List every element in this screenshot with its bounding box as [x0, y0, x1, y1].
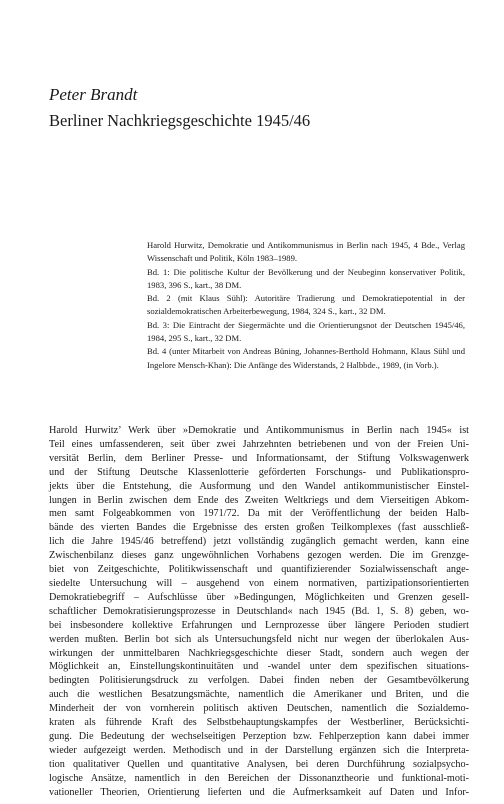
body-line: Teil eines umfassenderen, seit über zwei Jahrzehnten betriebenen und von der Freien Uni-: [49, 438, 469, 450]
reference-entry: Bd. 4 (unter Mitarbeit von Andreas Büning, Johannes-Berthold Hohmann, Klaus Sühl und Ingelore Mensch-Khan): Die Anfänge des Widerstands, 2 Halbbde., 1989, (in Vorb.).: [147, 346, 465, 370]
reference-entry: Bd. 3: Die Eintracht der Siegermächte und die Orientierungsnot der Deutschen 1945/46, 1984, 295 S., kart., 32 DM.: [147, 319, 465, 344]
body-line: biet von Zeitgeschichte, Politikwissenschaft und quantifizierender Sozialwissenschaft ange-: [49, 564, 469, 576]
body-line: wieder aufgezeigt werden. Methodisch und in der Darstellung ergänzen sich die Interpreta-: [49, 744, 469, 756]
body-line: kraten als führende Kraft des Selbstbehauptungskampfes der Westberliner, Berücksichti-: [49, 717, 469, 729]
body-line: lich die Jahre 1945/46 betreffend) jetzt vollständig zugänglich gemacht werden, kann eine: [49, 536, 469, 548]
body-line: lungen in Berlin zwischen dem Ende des Zweiten Weltkriegs und dem Vierseitigen Abkom-: [49, 494, 469, 506]
body-line: schaftlicher Demokratisierungsprozesse in Deutschland« nach 1945 (Bd. 1, S. 8) geben, wo-: [49, 605, 469, 617]
body-line: Harold Hurwitz’ Werk über »Demokratie und Antikommunismus in Berlin nach 1945« ist: [49, 425, 469, 436]
body-line: logische Ansätze, namentlich in den Bereichen der Dissonanztheorie und funktional-moti-: [49, 772, 469, 784]
reference-entry: Bd. 1: Die politische Kultur der Bevölkerung und der Neubeginn konservativer Politik, 1983, 396 S., kart., 38 DM.: [147, 266, 465, 290]
article-title: Berliner Nachkriegsgeschichte 1945/46: [49, 111, 311, 130]
reference-block: [147, 239, 465, 372]
reference-entry: Harold Hurwitz, Demokratie und Antikommunismus in Berlin nach 1945, 4 Bde., Verlag Wissenschaft und Politik, Köln 1983–1989.: [147, 240, 465, 264]
reference-entry: Bd. 2 (mit Klaus Sühl): Autoritäre Tradierung und Demokratiepotential in der sozialdemokratischen Arbeiterbewegung, 1984, 324 S., kart., 32 DM.: [147, 293, 465, 317]
body-line: versität Berlin, dem Berliner Presse- und Informationsamt, der Stiftung Volkswagenwerk: [49, 452, 469, 464]
body-line: Minderheit der von vornherein politisch aktiven Deutschen, namentlich die Sozialdemo-: [49, 703, 469, 715]
body-line: men samt Folgeabkommen von 1971/72. Da mit der Veröffentlichung der beiden Halb-: [49, 508, 469, 520]
body-line: bedingten Politisierungsdruck zu verfolgen. Dabei finden neben der Gesamtbevölkerung: [49, 675, 469, 687]
author-name: Peter Brandt: [49, 85, 138, 104]
body-line: gung. Die Bedeutung der wechselseitigen Perzeption bzw. Fehlperzeption kann dabei immer: [49, 730, 469, 742]
body-line: vationeller Theorien, Orientierung lieferten und die Aufmerksamkeit auf Daten und Infor-: [49, 786, 469, 798]
body-line: wirkungen der unmittelbaren Nachkriegsgeschichte dieser Stadt, sondern auch wegen der: [49, 647, 469, 659]
body-line: und der Stiftung Deutsche Klassenlotterie geförderten Forschungs- und Publikationspro-: [49, 466, 469, 478]
body-line: bände des vierten Bandes die Ergebnisse des ersten großen Teilkomplexes (fast ausschließ-: [49, 522, 469, 534]
body-line: Demokratiebegriff – Aufschlüsse über »Bedingungen, Möglichkeiten und Grenzen gesell-: [49, 591, 469, 603]
body-line: Zwischenbilanz dieses ganz ungewöhnlichen Vorhabens gezogen werden. Die im Grenzge-: [49, 550, 469, 562]
body-line: tion qualitativer Quellen und quantitative Analysen, bei deren Durchführung sozialpsycho-: [49, 758, 469, 770]
body-text: [49, 424, 469, 799]
body-line: bei insbesondere kollektive Erfahrungen und Lernprozesse über längere Perioden studiert: [49, 619, 469, 631]
body-line: auch die westlichen Besatzungsmächte, namentlich die Amerikaner und Briten, und die: [49, 689, 469, 701]
body-line: Möglichkeit an, Einstellungskontinuitäten und -wandel unter dem spezifischen situations-: [49, 661, 469, 673]
body-line: siedelte Untersuchung will – ausgehend von einem normativen, partizipationsorientierten: [49, 577, 469, 589]
body-line: jekts über die Entstehung, die Ausformung und den Wandel antikommunistischer Einstel-: [49, 480, 469, 492]
body-line: werden mußten. Berlin bot sich als Untersuchungsfeld nicht nur wegen der überlokalen Aus-: [49, 633, 469, 645]
